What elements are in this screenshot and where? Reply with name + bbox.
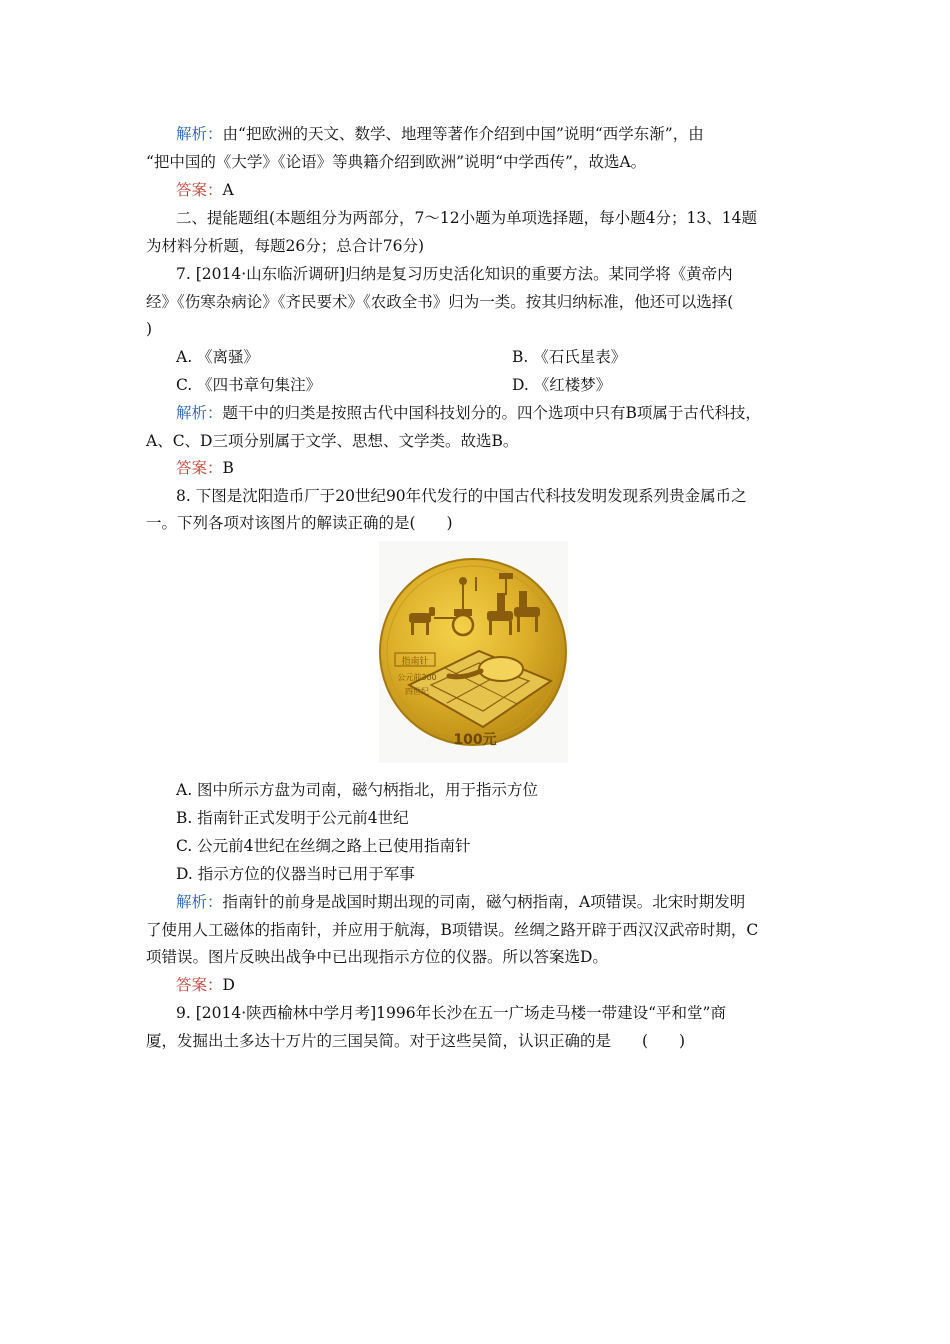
- answer-value: A: [222, 181, 234, 199]
- q8-option-c: C. 公元前4世纪在丝绸之路上已使用指南针: [176, 837, 471, 855]
- analysis-label: 解析：: [176, 404, 223, 422]
- answer-label: 答案：: [176, 459, 223, 477]
- coin-text-3: 四世纪: [405, 687, 429, 696]
- q8-option-d: D. 指示方位的仪器当时已用于军事: [176, 865, 415, 883]
- question-7-stem: 7. [2014·山东临沂调研]归纳是复习历史活化知识的重要方法。某同学将《黄帝内: [176, 265, 733, 283]
- q8-option-a: A. 图中所示方盘为司南，磁勺柄指北，用于指示方位: [176, 781, 539, 799]
- coin-text-1: 指南针: [401, 657, 429, 667]
- q7-option-d: D. 《红楼梦》: [512, 376, 612, 394]
- coin-denomination: 100元: [453, 732, 497, 748]
- q8-analysis-cont: 项错误。图片反映出战争中已出现指示方位的仪器。所以答案选D。: [146, 948, 608, 966]
- section-heading-cont: 为材料分析题，每题26分；总合计76分): [146, 237, 424, 255]
- analysis-line: [176, 124, 704, 144]
- question-7-stem: 经》《伤寒杂病论》《齐民要术》《农政全书》归为一类。按其归纳标准，他还可以选择(: [146, 293, 734, 311]
- analysis-text: 指南针的前身是战国时期出现的司南，磁勺柄指南，A项错误。北宋时期发明: [222, 893, 746, 911]
- analysis-label: 解析：: [176, 893, 223, 911]
- question-7-stem: ): [146, 320, 153, 338]
- question-8-stem: 一。下列各项对该图片的解读正确的是( ): [146, 514, 453, 532]
- coin-text-2: 公元前300: [397, 673, 437, 682]
- answer-line: [176, 180, 234, 200]
- q8-answer: [176, 975, 235, 995]
- q8-analysis: [176, 892, 745, 912]
- q7-analysis-cont: A、C、D三项分别属于文学、思想、文学类。故选B。: [146, 432, 519, 450]
- answer-value: B: [222, 459, 234, 477]
- answer-value: D: [222, 976, 235, 994]
- spoon-icon: [479, 657, 523, 681]
- question-9-stem: 厦，发掘出土多达十万片的三国吴简。对于这些吴简，认识正确的是 ( ): [146, 1032, 686, 1050]
- answer-label: 答案：: [176, 976, 223, 994]
- q7-analysis: [176, 403, 761, 423]
- analysis-text: 由“把欧洲的天文、数学、地理等著作介绍到中国”说明“西学东渐”，由: [222, 125, 704, 143]
- q8-analysis-cont: 了使用人工磁体的指南针，并应用于航海，B项错误。丝绸之路开辟于西汉汉武帝时期，C: [146, 921, 759, 939]
- q7-option-b: B. 《石氏星表》: [512, 348, 627, 366]
- section-heading: 二、提能题组(本题组分为两部分，7～12小题为单项选择题，每小题4分；13、14题: [176, 209, 757, 227]
- analysis-line: “把中国的《大学》《论语》等典籍介绍到欧洲”说明“中学西传”，故选A。: [146, 153, 647, 171]
- question-8-stem: 8. 下图是沈阳造币厂于20世纪90年代发行的中国古代科技发明发现系列贵金属币之: [176, 487, 747, 505]
- q7-option-a: A. 《离骚》: [176, 348, 260, 366]
- question-9-stem: 9. [2014·陕西榆林中学月考]1996年长沙在五一广场走马楼一带建设“平和堂”商: [176, 1004, 726, 1022]
- q7-option-c: C. 《四书章句集注》: [176, 376, 322, 394]
- q7-answer: [176, 458, 234, 478]
- analysis-text: 题干中的归类是按照古代中国科技划分的。四个选项中只有B项属于古代科技，: [222, 404, 761, 422]
- gold-coin-image: [379, 541, 568, 763]
- q8-option-b: B. 指南针正式发明于公元前4世纪: [176, 809, 409, 827]
- analysis-label: 解析：: [176, 125, 223, 143]
- answer-label: 答案：: [176, 181, 223, 199]
- gold-coin-svg: [379, 541, 568, 763]
